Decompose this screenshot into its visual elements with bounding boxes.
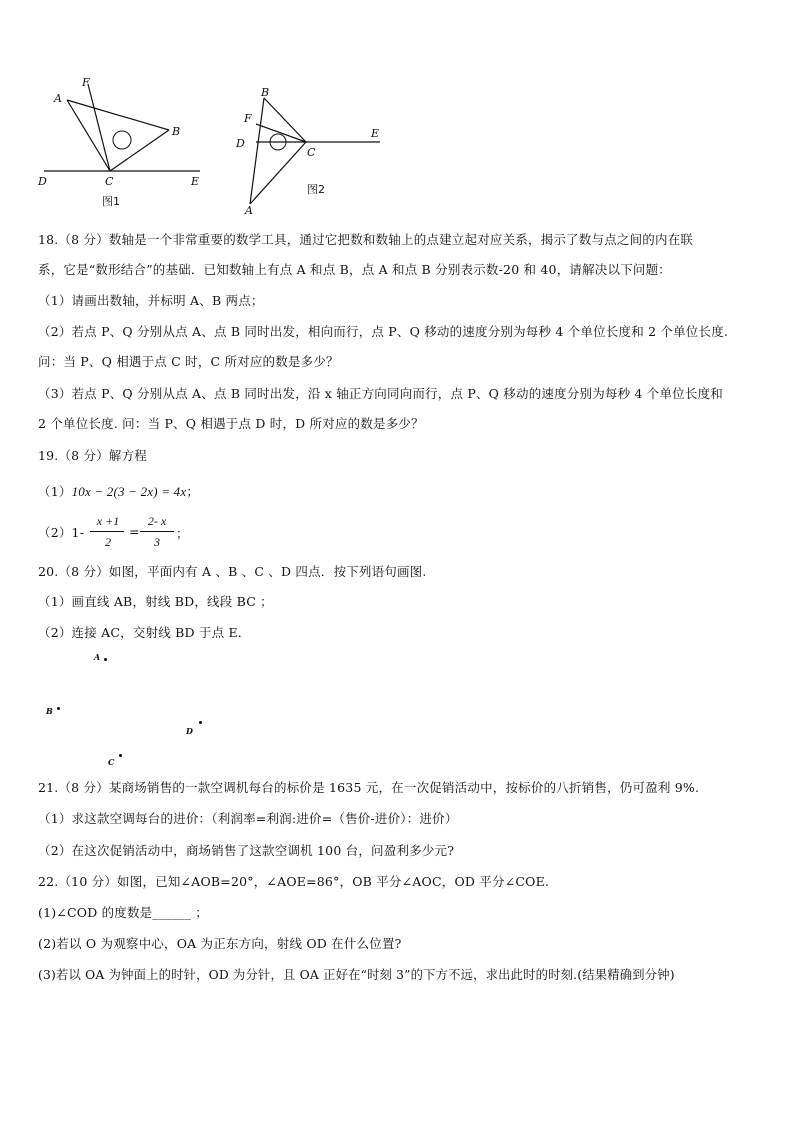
q19-frac1-denominator: 2 xyxy=(105,535,111,549)
q18-part2a: （2）若点 P、Q 分别从点 A、点 B 同时出发，相向而行，点 P、Q 移动的速度分别为每秒 4 个单位长度和 2 个单位长度. xyxy=(38,324,729,339)
q21-part1: （1）求这款空调每台的进价：（利润率=利润:进价=（售价-进价）：进价） xyxy=(38,811,458,826)
label-f: F xyxy=(82,76,90,89)
q21-part2: （2）在这次促销活动中，商场销售了这款空调机 100 台，问盈利多少元? xyxy=(38,843,455,858)
label-e: E xyxy=(191,175,200,188)
figure-1 xyxy=(30,72,220,212)
point-c-label: C xyxy=(108,757,115,767)
q22-title: 22.（10 分）如图，已知∠AOB=20°，∠AOE=86°，OB 平分∠AOC，OD 平分∠COE. xyxy=(38,874,550,889)
label-d: D xyxy=(38,175,47,188)
q19-equals: = xyxy=(129,524,140,539)
q19-frac2-bar xyxy=(140,531,174,532)
q18-part1: （1）请画出数轴，并标明 A、B 两点； xyxy=(38,293,264,308)
q19-frac2-numerator: 2- x xyxy=(147,514,167,528)
q18-part2b: 问：当 P、Q 相遇于点 C 时，C 所对应的数是多少？ xyxy=(38,354,339,369)
q19-part2-num: （2）1- xyxy=(38,525,85,540)
q22-part3: (3)若以 OA 为钟面上的时针，OD 为分针，且 OA 正好在“时刻 3”的下方不远，求出此时的时刻.(结果精确到分钟) xyxy=(38,968,675,982)
point-d xyxy=(199,721,202,724)
label-f: F xyxy=(244,112,252,125)
point-a xyxy=(104,658,107,661)
q19-title: 19.（8 分）解方程 xyxy=(38,448,148,463)
label-e: E xyxy=(371,127,380,140)
figure-2 xyxy=(230,80,390,220)
point-b xyxy=(57,707,60,710)
q18-part3a: （3）若点 P、Q 分别从点 A、点 B 同时出发，沿 x 轴正方向同向而行，点 P、Q 移动的速度分别为每秒 4 个单位长度和 xyxy=(38,386,723,401)
label-a: A xyxy=(54,92,62,105)
q20-part2: （2）连接 AC，交射线 BD 于点 E． xyxy=(38,625,251,640)
figure-1-caption: 图1 xyxy=(102,195,120,208)
point-c xyxy=(119,754,122,757)
label-c: C xyxy=(105,175,114,188)
q18-part3b: 2 个单位长度. 问：当 P、Q 相遇于点 D 时，D 所对应的数是多少？ xyxy=(38,416,424,431)
q19-part1-num: （1） xyxy=(38,484,72,499)
q22-part2: (2)若以 O 为观察中心，OA 为正东方向，射线 OD 在什么位置? xyxy=(38,936,402,951)
label-a: A xyxy=(245,204,253,217)
figure-2-caption: 图2 xyxy=(307,183,325,196)
label-c: C xyxy=(307,146,316,159)
label-b: B xyxy=(261,86,270,99)
point-b-label: B xyxy=(46,706,53,716)
q19-frac1-bar xyxy=(90,531,124,532)
q18-line2: 系，它是“数形结合”的基础．已知数轴上有点 A 和点 B，点 A 和点 B 分别表示数-20 和 40，请解决以下问题： xyxy=(38,262,672,277)
q19-part1-end: ； xyxy=(186,484,200,499)
q19-part1 xyxy=(38,484,199,500)
label-d: D xyxy=(236,137,245,150)
q18-line1: 18.（8 分）数轴是一个非常重要的数学工具，通过它把数和数轴上的点建立起对应关系，揭示了数与点之间的内在联 xyxy=(38,232,694,247)
q19-frac1-numerator: x +1 xyxy=(96,514,120,528)
q20-part1: （1）画直线 AB，射线 BD，线段 BC ； xyxy=(38,594,273,609)
q21-title: 21.（8 分）某商场销售的一款空调机每台的标价是 1635 元，在一次促销活动中，按标价的八折销售，仍可盈利 9%. xyxy=(38,780,700,795)
q19-equation-1: 10x − 2(3 − 2x) = 4x xyxy=(71,484,187,499)
label-b: B xyxy=(172,125,181,138)
point-a-label: A xyxy=(94,652,101,662)
q20-title: 20.（8 分）如图，平面内有 A 、B 、C 、D 四点．按下列语句画图. xyxy=(38,564,427,579)
q19-part2-end: ； xyxy=(176,526,189,541)
q19-frac2-denominator: 3 xyxy=(154,535,160,549)
point-d-label: D xyxy=(186,726,193,736)
q22-part1: (1)∠COD 的度数是______ ； xyxy=(38,905,208,920)
